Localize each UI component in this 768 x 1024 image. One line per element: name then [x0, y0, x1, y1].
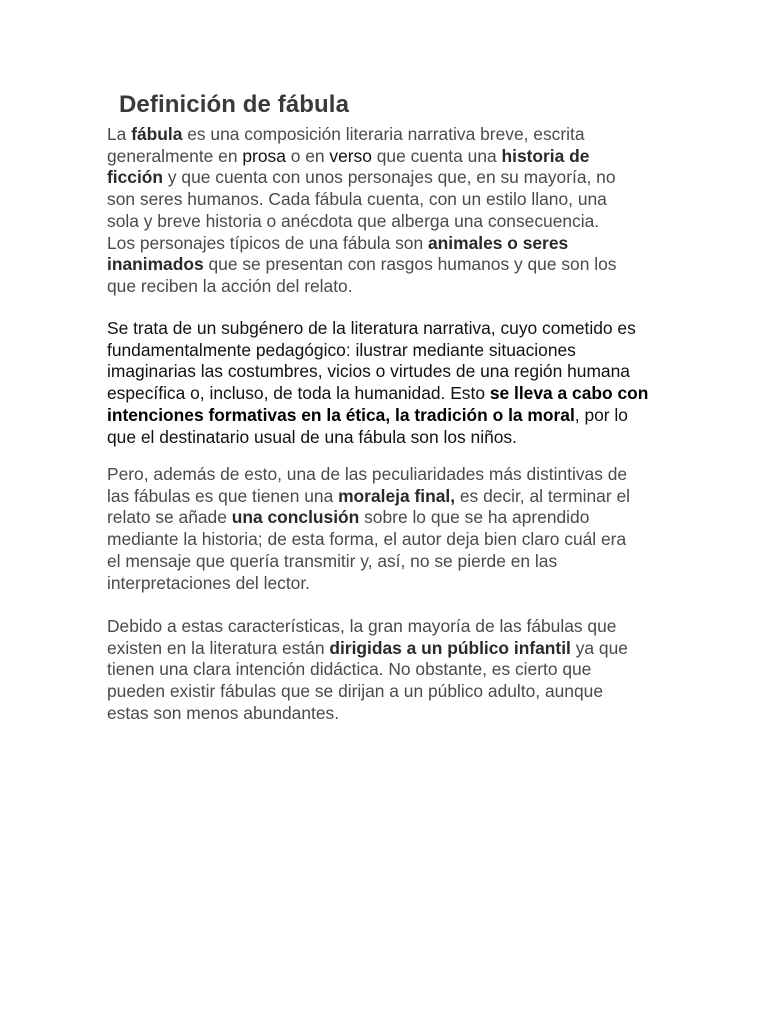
text-line: mediante la historia; de esta forma, el autor deja bien claro cuál era — [107, 529, 627, 550]
text-line: sola y breve historia o anécdota que alberga una consecuencia. — [107, 210, 600, 231]
text-line: pueden existir fábulas que se dirijan a un público adulto, aunque — [107, 681, 603, 702]
text-line: La fábula es una composición literaria narrativa breve, escrita — [107, 124, 585, 144]
text-line: que reciben la acción del relato. — [107, 275, 353, 296]
text-line: ficción y que cuenta con unos personajes que, en su mayoría, no — [107, 167, 616, 188]
text-line: tienen una clara intención didáctica. No obstante, es cierto que — [107, 659, 592, 680]
text-line: imaginarias las costumbres, vicios o virtudes de una región humana — [107, 361, 630, 382]
text-line: que el destinatario usual de una fábula son los niños. — [107, 426, 517, 447]
text-line: relato se añade una conclusión sobre lo que se ha aprendido — [107, 507, 590, 528]
page-title: Definición de fábula — [119, 91, 350, 118]
text-line: estas son menos abundantes. — [107, 702, 340, 723]
text-line: son seres humanos. Cada fábula cuenta, con un estilo llano, una — [107, 189, 607, 210]
paragraph-definition — [107, 124, 667, 298]
paragraph-moral — [107, 464, 667, 594]
paragraph-subgenre — [107, 318, 667, 448]
text-line: Los personajes típicos de una fábula son animales o seres — [107, 232, 569, 253]
paragraph-audience — [107, 616, 667, 725]
text-line: existen en la literatura están dirigidas a un público infantil ya que — [107, 637, 628, 658]
text-line: inanimados que se presentan con rasgos humanos y que son los — [107, 254, 617, 275]
text-line: fundamentalmente pedagógico: ilustrar mediante situaciones — [107, 339, 576, 360]
text-line: Se trata de un subgénero de la literatura narrativa, cuyo cometido es — [107, 318, 636, 338]
text-line: intenciones formativas en la ética, la tradición o la moral, por lo — [107, 404, 628, 425]
text-line: las fábulas es que tienen una moraleja final, es decir, al terminar el — [107, 485, 630, 506]
text-line: Pero, además de esto, una de las peculiaridades más distintivas de — [107, 464, 628, 484]
text-line: el mensaje que quería transmitir y, así, no se pierde en las — [107, 550, 558, 571]
text-line: generalmente en prosa o en verso que cuenta una historia de — [107, 145, 590, 166]
text-line: interpretaciones del lector. — [107, 572, 311, 593]
text-line: específica o, incluso, de toda la humanidad. Esto se lleva a cabo con — [107, 383, 649, 404]
text-line: Debido a estas características, la gran mayoría de las fábulas que — [107, 616, 617, 636]
